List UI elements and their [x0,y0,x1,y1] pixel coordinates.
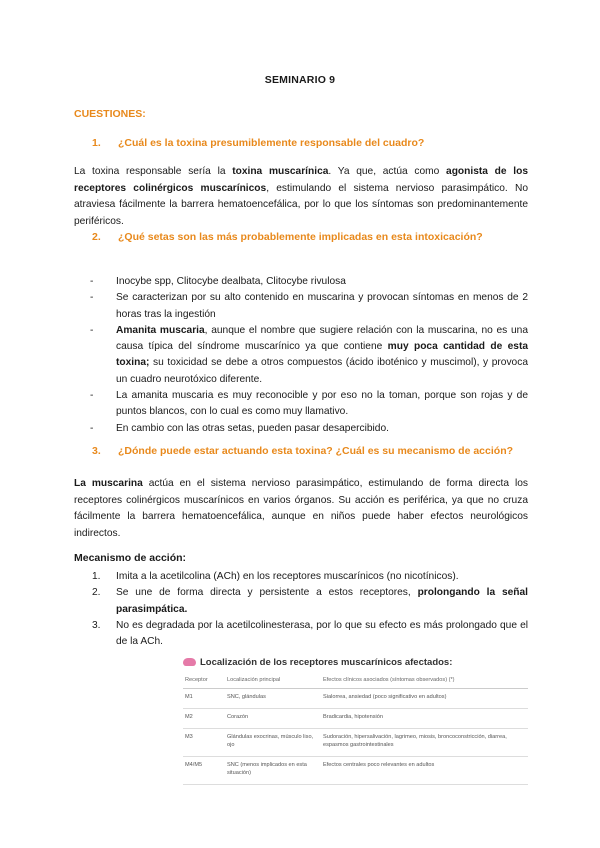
list-item: - La amanita muscaria es muy reconocible y por eso no la toman, porque son rojas y de puntos blancos, con lo cual es como muy llamativo. [90,390,528,418]
column-header: Localización principal [225,674,321,689]
question-text: ¿Dónde puede estar actuando esta toxina? ¿Cuál es su mecanismo de acción? [118,445,514,457]
list-item: - En cambio con las otras setas, pueden pasar desapercibido. [90,422,389,434]
question-text: ¿Qué setas son las más probablemente implicadas en esta intoxicación? [118,231,483,243]
list-item: - Amanita muscaria, aunque el nombre que sugiere relación con la muscarina, no es una causa típica del síndrome muscarínico ya que contiene muy poca cantidad de esta toxina; su toxicidad se debe a otros compuestos (ácido iboténico y muscimol), y provoca un cuadro neurotóxico diferente. [90,324,529,385]
question-text: ¿Cuál es la toxina presumiblemente responsable del cuadro? [118,137,425,149]
section-label: CUESTIONES: [74,108,146,120]
answer-1-paragraph: La toxina responsable sería la toxina muscarínica. Ya que, actúa como agonista de los receptores colinérgicos muscarínicos, estimulando el sistema nervioso parasimpático. No atraviesa fácilmente la barrera hematoencefálica, por lo que los síntomas son predominantemente periféricos. [74,166,528,227]
question-1 [92,137,542,149]
mechanism-list [92,569,528,650]
list-item: 1. Imita a la acetilcolina (ACh) en los receptores muscarínicos (no nicotínicos). [92,571,459,582]
question-2 [92,231,542,243]
list-item: 3. No es degradada por la acetilcolinesterasa, por lo que su efecto es más prolongado que el de la ACh. [92,619,528,648]
page-title: SEMINARIO 9 [264,74,336,86]
question-3 [92,445,542,457]
list-item: 2. Se une de forma directa y persistente a estos receptores, prolongando la señal parasimpática. [92,587,529,615]
answer-2-list [90,274,528,437]
table-row: M1 SNC, glándulas Sialorrea, ansiedad (poco significativo en adultos) [183,689,528,709]
question-number: 1. [92,137,101,149]
table-title: Localización de los receptores muscarínicos afectados: [183,654,528,670]
bold-term: toxina muscarínica [232,166,329,177]
receptor-table-figure [183,654,528,785]
table-row: M4/M5 SNC (menos implicados en esta situación) Efectos centrales poco relevantes en adultos [183,757,528,785]
list-item: - Se caracterizan por su alto contenido en muscarina y provocan síntomas en menos de 2 horas tras la ingestión [90,292,528,320]
bold-term: La muscarina [74,478,143,489]
question-number: 3. [92,445,101,457]
list-item: - Inocybe spp, Clitocybe dealbata, Clitocybe rivulosa [90,276,346,287]
brain-icon [183,658,196,666]
column-header: Efectos clínicos asociados (síntomas observados) (*) [321,674,528,689]
column-header: Receptor [183,674,225,689]
table-header-row [183,674,528,689]
table-row: M3 Glándulas exocrinas, músculo liso, ojo Sudoración, hipersalivación, lagrimeo, miosis, broncoconstricción, diarrea, espasmos gastrointestinales [183,729,528,757]
question-number: 2. [92,231,101,243]
answer-3-paragraph: La muscarina actúa en el sistema nervioso parasimpático, estimulando de forma directa los receptores colinérgicos muscarínicos en varios órganos. Su acción es periférica, ya que no cruza fácilmente la barrera hematoencefálica, aunque en niños puede haber efectos neurológicos indirectos. [74,478,529,539]
mechanism-heading: Mecanismo de acción: [74,552,187,564]
receptor-table [183,674,528,785]
bold-term: agonista de los receptores colinérgicos muscarínicos [74,166,528,194]
table-row: M2 Corazón Bradicardia, hipotensión [183,709,528,729]
